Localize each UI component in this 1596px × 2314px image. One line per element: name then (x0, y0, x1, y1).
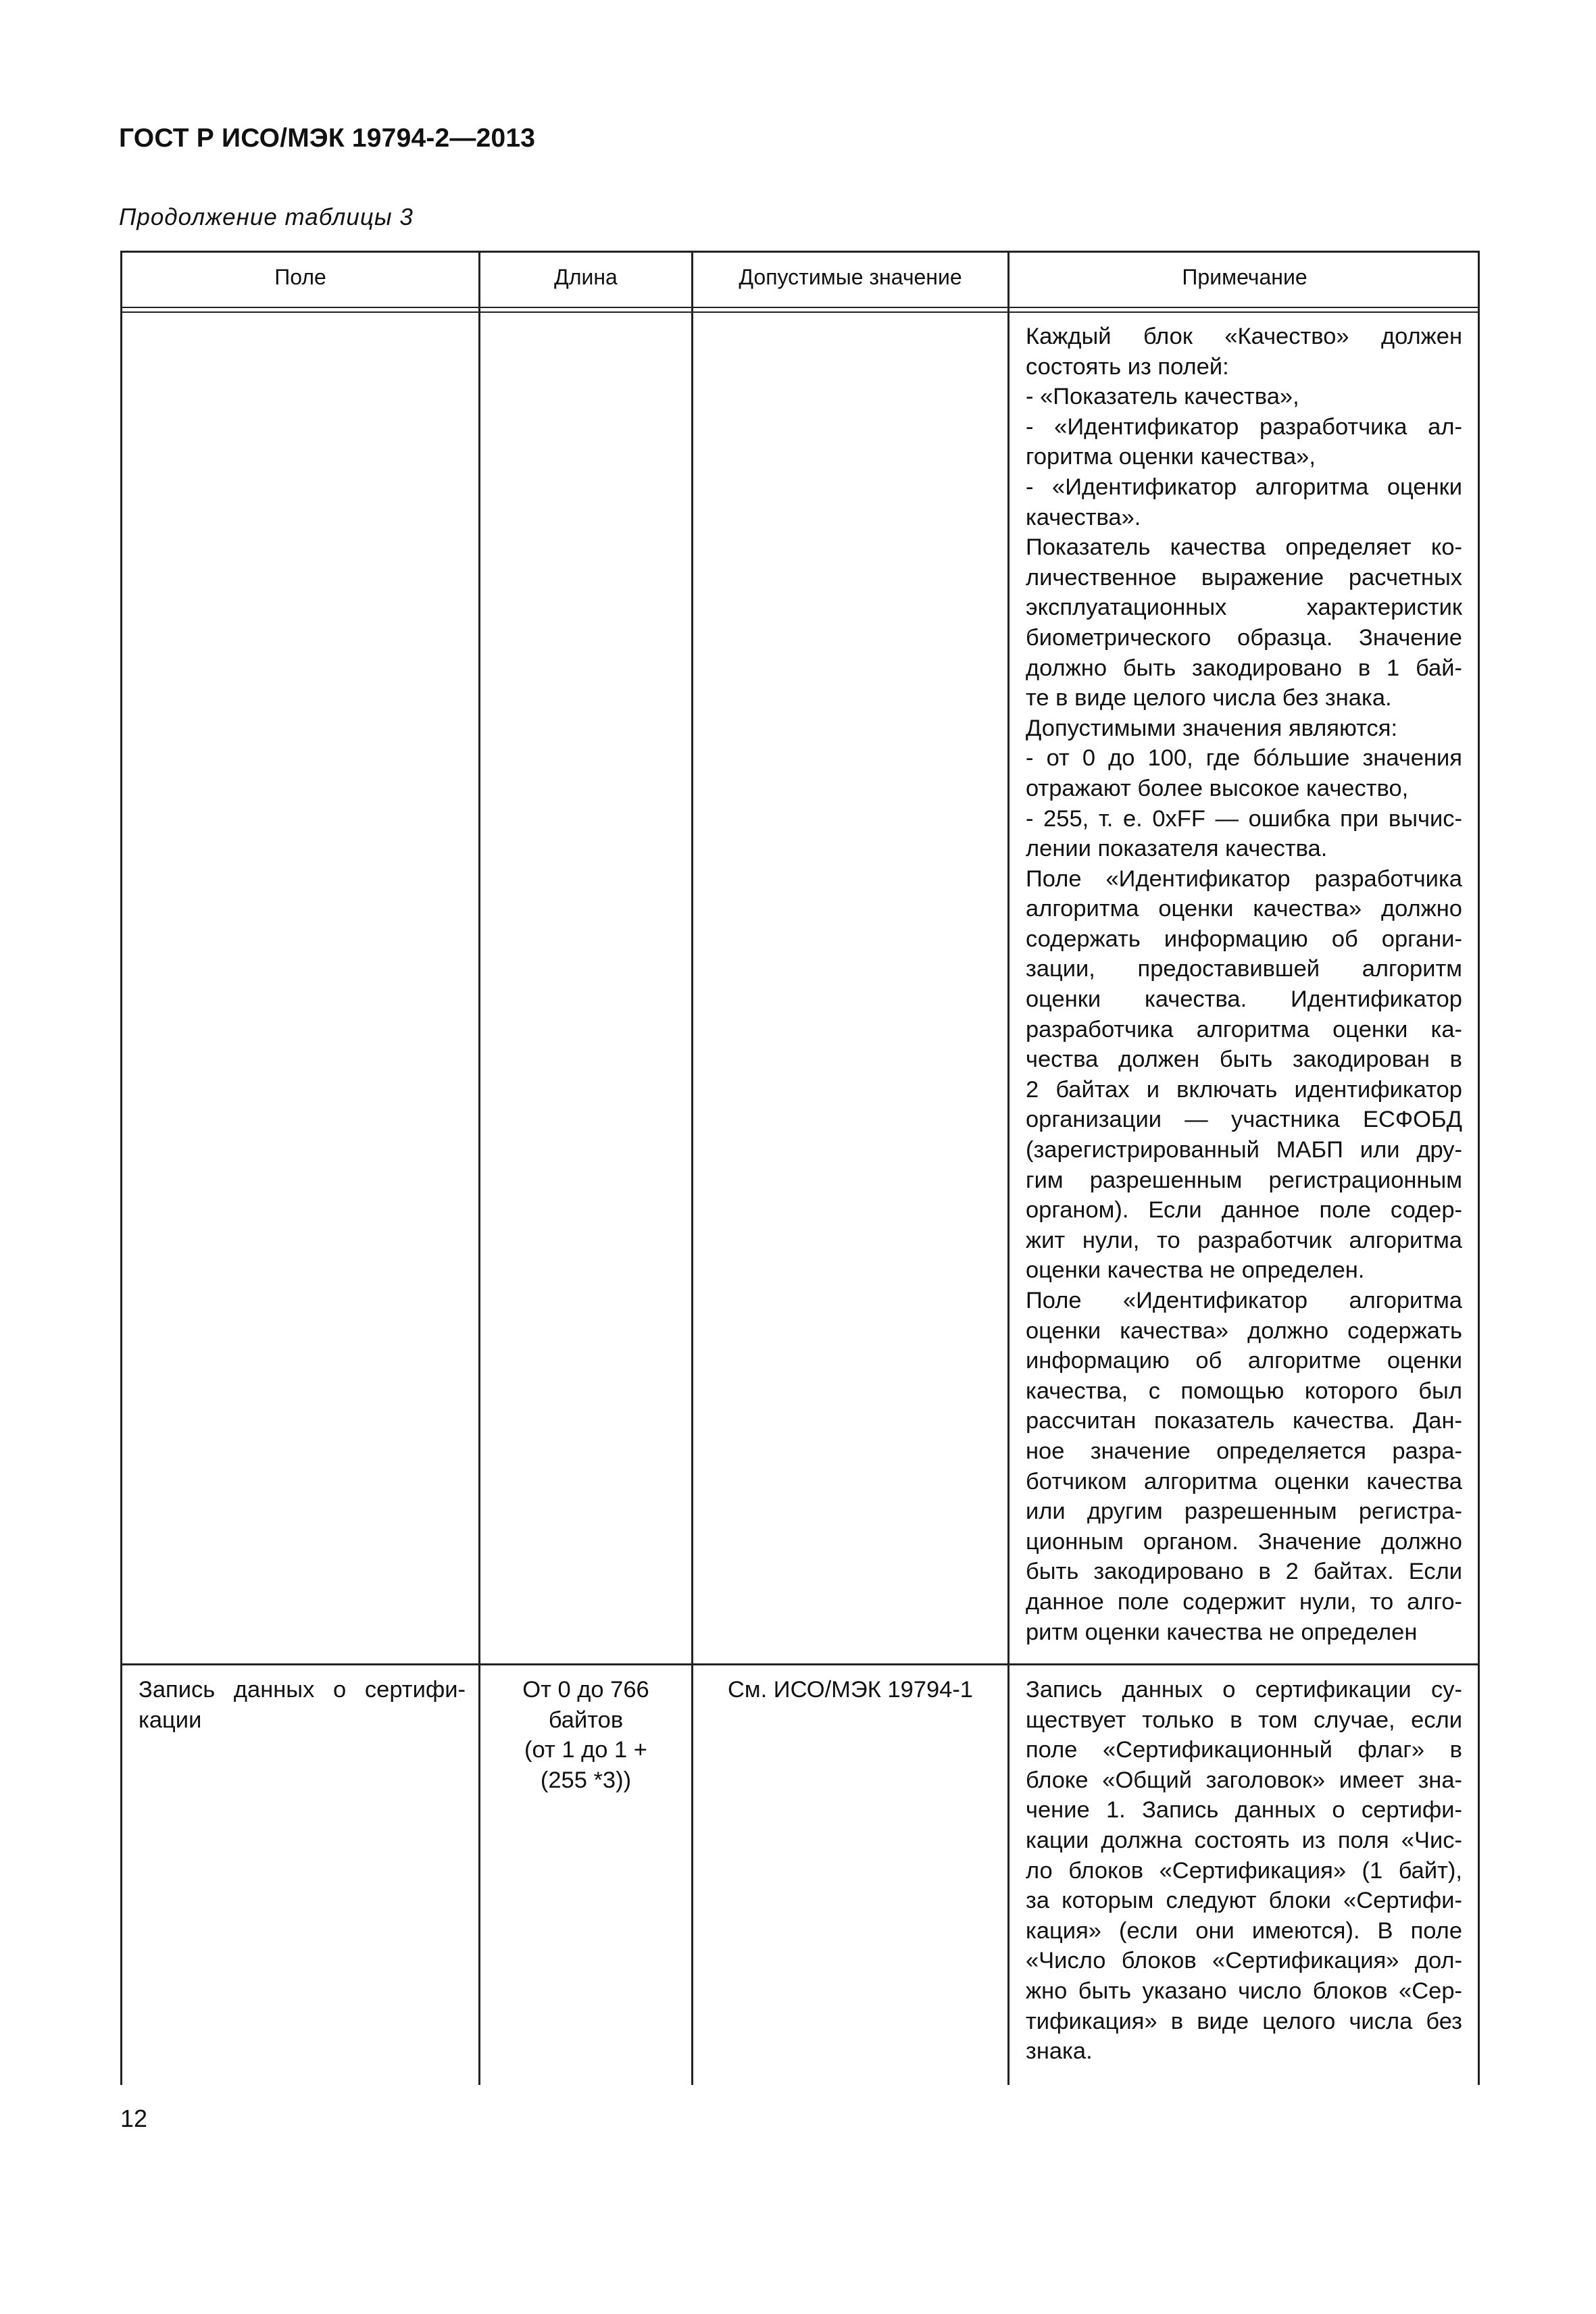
cell-text-line: знака. (1026, 2038, 1093, 2065)
cell-text-line: блоке «Общий заголовок» имеет зна- (1026, 1767, 1462, 1793)
cell-text-line: кации (139, 1707, 202, 1733)
cell-text-line: гим разрешенным регистрационным (1026, 1167, 1462, 1193)
cell-text-line: данное поле содержит нули, то алго- (1026, 1588, 1462, 1615)
cell-text-line: должно быть закодировано в 1 бай- (1026, 655, 1462, 681)
cell-text-line: ное значение определяется разра- (1026, 1438, 1462, 1464)
cell-text-line: Каждый блок «Качество» должен (1026, 324, 1462, 349)
cell-text-line: жит нули, то разработчик алгоритма (1026, 1227, 1462, 1253)
cell-text-line: - «Идентификатор алгоритма оценки (1026, 474, 1462, 500)
cell-text-line: Показатель качества определяет ко- (1026, 534, 1462, 561)
cell-text-line: ционным органом. Значение должно (1026, 1528, 1462, 1555)
cell-text-line: - от 0 до 100, где бóльшие значения (1026, 745, 1462, 772)
cell-text-line: оценки качества» должно содержать (1026, 1317, 1462, 1344)
cell-text-line: Допустимыми значения являются: (1026, 715, 1398, 741)
cell-text-line: (от 1 до 1 + (524, 1737, 647, 1763)
cell-text-line: Поле «Идентификатор разработчика (1026, 865, 1462, 892)
column-divider (478, 253, 480, 2085)
continuation-table (120, 251, 1480, 2085)
cell-text-line: кации должна состоять из поля «Чис- (1026, 1827, 1462, 1853)
cell-text-line: зации, предоставившей алгоритм (1026, 956, 1462, 982)
cell-text-line: чества должен быть закодирован в (1026, 1047, 1462, 1073)
cell-text-line: эксплуатационных характеристик (1026, 595, 1462, 621)
cell-text-line: жно быть указано число блоков «Сер- (1026, 1978, 1462, 2004)
column-header-note: Примечание (1182, 265, 1307, 289)
cell-text-line: - 255, т. е. 0xFF — ошибка при вычис- (1026, 805, 1462, 832)
cell-text-line: поле «Сертификационный флаг» в (1026, 1737, 1462, 1763)
cell-text-line: организации — участника ЕСФОБД (1026, 1107, 1462, 1133)
table-cell-note (1026, 1675, 1462, 2067)
cell-text-line: Запись данных о сертификации су- (1026, 1677, 1462, 1703)
cell-text-line: отражают более высокое качество, (1026, 775, 1409, 801)
cell-text-line: ботчиком алгоритма оценки качества (1026, 1468, 1462, 1494)
column-divider (1007, 253, 1009, 2085)
table-cell-field (139, 1675, 466, 1735)
cell-text-line: (зарегистрированный МАБП или дру- (1026, 1137, 1462, 1163)
cell-text-line: кация» (если они имеются). В поле (1026, 1917, 1462, 1944)
column-header-field: Поле (274, 265, 326, 289)
column-divider (691, 253, 693, 2085)
header-divider (122, 307, 1478, 308)
cell-text-line: качества, с помощью которого был (1026, 1378, 1462, 1404)
column-header-length: Длина (554, 265, 618, 289)
cell-text-line: состоять из полей: (1026, 353, 1229, 380)
cell-text-line: байтов (548, 1707, 624, 1733)
page-number: 12 (120, 2105, 148, 2132)
cell-text-line: лении показателя качества. (1026, 836, 1328, 862)
cell-text-line: «Число блоков «Сертификация» дол- (1026, 1948, 1462, 1974)
cell-text-line: (255 *3)) (540, 1767, 632, 1793)
document-header: ГОСТ Р ИСО/МЭК 19794-2—2013 (119, 124, 536, 153)
cell-text-line: Запись данных о сертифи- (139, 1677, 466, 1703)
table-cell-note (1026, 322, 1462, 1647)
cell-text-line: органом). Если данное поле содер- (1026, 1197, 1462, 1224)
cell-text-line: те в виде целого числа без знака. (1026, 685, 1392, 711)
cell-text-line: быть закодировано в 2 байтах. Если (1026, 1559, 1462, 1585)
cell-text-line: или другим разрешенным регистра- (1026, 1499, 1462, 1525)
cell-text-line: Поле «Идентификатор алгоритма (1026, 1288, 1462, 1313)
table-caption: Продолжение таблицы 3 (119, 204, 414, 230)
cell-text-line: информацию об алгоритме оценки (1026, 1348, 1462, 1374)
cell-text-line: ло блоков «Сертификация» (1 байт), (1026, 1857, 1462, 1884)
table-cell-length (480, 1675, 691, 1795)
cell-text-line: оценки качества не определен. (1026, 1257, 1365, 1284)
cell-text-line: личественное выражение расчетных (1026, 564, 1462, 590)
cell-text-line: оценки качества. Идентификатор (1026, 986, 1462, 1013)
cell-text-line: ритм оценки качества не определен (1026, 1619, 1418, 1645)
cell-text-line: горитма оценки качества», (1026, 444, 1316, 470)
cell-text-line: От 0 до 766 (522, 1677, 649, 1703)
cell-text-line: тификация» в виде целого числа без (1026, 2008, 1462, 2034)
cell-text-line: - «Идентификатор разработчика ал- (1026, 413, 1462, 440)
cell-text-line: содержать информацию об органи- (1026, 926, 1462, 952)
cell-text-line: рассчитан показатель качества. Дан- (1026, 1408, 1462, 1434)
cell-text-line: ществует только в том случае, если (1026, 1707, 1462, 1733)
cell-text-line: 2 байтах и включать идентификатор (1026, 1076, 1462, 1103)
cell-text-line: качества». (1026, 504, 1141, 530)
cell-text-line: чение 1. Запись данных о сертифи- (1026, 1797, 1462, 1823)
header-divider (122, 311, 1478, 313)
column-header-allowed-values: Допустимые значение (739, 265, 962, 289)
row-divider (122, 1663, 1478, 1665)
cell-text-line: разработчика алгоритма оценки ка- (1026, 1016, 1462, 1042)
table-cell-allowed-values: См. ИСО/МЭК 19794-1 (727, 1677, 973, 1703)
cell-text-line: алгоритма оценки качества» должно (1026, 896, 1462, 922)
cell-text-line: биометрического образца. Значение (1026, 624, 1462, 651)
cell-text-line: за которым следуют блоки «Сертифи- (1026, 1888, 1462, 1914)
cell-text-line: - «Показатель качества», (1026, 384, 1299, 410)
